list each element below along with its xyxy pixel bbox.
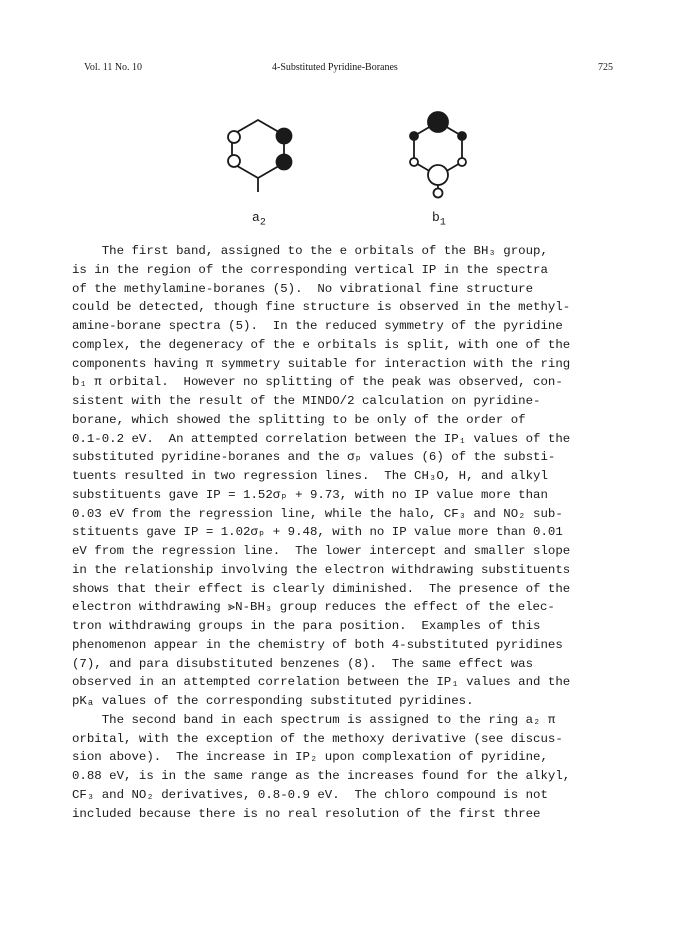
text-line: borane, which showed the splitting to be only of the order of bbox=[72, 412, 526, 427]
running-header bbox=[0, 62, 692, 76]
text-line: orbital, with the exception of the methoxy derivative (see discus- bbox=[72, 731, 563, 746]
running-title: 4-Substituted Pyridine-Boranes bbox=[272, 62, 398, 73]
b1-lobe-filled-top bbox=[428, 112, 448, 132]
caption-a2 bbox=[252, 210, 266, 229]
text-line: stituents gave IP = 1.02σₚ + 9.48, with no IP value more than 0.01 bbox=[72, 525, 563, 540]
a2-orbital-diagram bbox=[228, 120, 292, 192]
caption-a2-letter: a bbox=[252, 210, 260, 225]
b1-lobe-small-filled-left bbox=[410, 132, 418, 140]
text-line: substituents gave IP = 1.52σₚ + 9.73, with no IP value more than bbox=[72, 487, 548, 502]
text-line: observed in an attempted correlation between the IP₁ values and the bbox=[72, 675, 571, 690]
caption-a2-subscript: 2 bbox=[259, 217, 266, 229]
text-line: (7), and para disubstituted benzenes (8). The same effect was bbox=[72, 656, 534, 671]
b1-lobe-small-open-left bbox=[410, 158, 418, 166]
text-line: of the methylamine-boranes (5). No vibrational fine structure bbox=[72, 281, 534, 296]
b1-orbital-diagram bbox=[410, 112, 466, 198]
text-line: phenomenon appear in the chemistry of both 4-substituted pyridines bbox=[72, 637, 563, 652]
a2-lobe-filled-top bbox=[277, 129, 292, 144]
text-line: amine-borane spectra (5). In the reduced symmetry of the pyridine bbox=[72, 319, 563, 333]
b1-lobe-open-bottom bbox=[428, 165, 448, 185]
text-line: pKₐ values of the corresponding substituted pyridines. bbox=[72, 694, 474, 708]
b1-lobe-open-substituent bbox=[434, 189, 443, 198]
a2-lobe-open-bottom bbox=[228, 155, 240, 167]
text-line: in the relationship involving the electron withdrawing substituents bbox=[72, 562, 571, 577]
text-line: sistent with the result of the MINDO/2 calculation on pyridine- bbox=[72, 394, 541, 408]
caption-b1-subscript: 1 bbox=[439, 217, 446, 229]
a2-ring bbox=[232, 120, 284, 178]
b1-lobe-small-open-right bbox=[458, 158, 466, 166]
text-line: substituted pyridine-boranes and the σₚ values (6) of the substi- bbox=[72, 450, 556, 465]
text-line: is in the region of the corresponding vertical IP in the spectra bbox=[72, 262, 548, 277]
text-line: could be detected, though fine structure is observed in the methyl- bbox=[72, 300, 571, 315]
page-number: 725 bbox=[598, 62, 613, 73]
text-line: shows that their effect is clearly diminished. The presence of the bbox=[72, 581, 571, 596]
caption-b1 bbox=[432, 210, 446, 229]
text-line: The first band, assigned to the e orbitals of the BH₃ group, bbox=[72, 244, 548, 258]
b1-lobe-small-filled-right bbox=[458, 132, 466, 140]
text-line: electron withdrawing ⪢N-BH₃ group reduces the effect of the elec- bbox=[72, 600, 555, 615]
text-line: included because there is no real resolution of the first three bbox=[72, 806, 541, 821]
text-line: sion above). The increase in IP₂ upon complexation of pyridine, bbox=[72, 750, 548, 765]
text-line: 0.88 eV, is in the same range as the increases found for the alkyl, bbox=[72, 769, 571, 783]
body-text bbox=[72, 242, 632, 823]
text-line: 0.03 eV from the regression line, while the halo, CF₃ and NO₂ sub- bbox=[72, 506, 563, 521]
a2-lobe-filled-bottom bbox=[277, 155, 292, 170]
text-line: b₁ π orbital. However no splitting of the peak was observed, con- bbox=[72, 375, 563, 390]
a2-lobe-open-top bbox=[228, 131, 240, 143]
text-line: components having π symmetry suitable for interaction with the ring bbox=[72, 356, 571, 371]
text-line: complex, the degeneracy of the e orbitals is split, with one of the bbox=[72, 337, 571, 352]
volume-info: Vol. 11 No. 10 bbox=[84, 62, 143, 73]
text-line: The second band in each spectrum is assigned to the ring a₂ π bbox=[72, 712, 556, 727]
text-line: eV from the regression line. The lower intercept and smaller slope bbox=[72, 544, 571, 558]
text-line: tuents resulted in two regression lines. The CH₃O, H, and alkyl bbox=[72, 469, 548, 483]
text-line: CF₃ and NO₂ derivatives, 0.8-0.9 eV. The chloro compound is not bbox=[72, 787, 548, 802]
orbital-diagrams bbox=[0, 100, 692, 210]
caption-b1-letter: b bbox=[432, 210, 440, 225]
text-line: tron withdrawing groups in the para position. Examples of this bbox=[72, 619, 541, 633]
text-line: 0.1-0.2 eV. An attempted correlation between the IP₁ values of the bbox=[72, 431, 571, 446]
